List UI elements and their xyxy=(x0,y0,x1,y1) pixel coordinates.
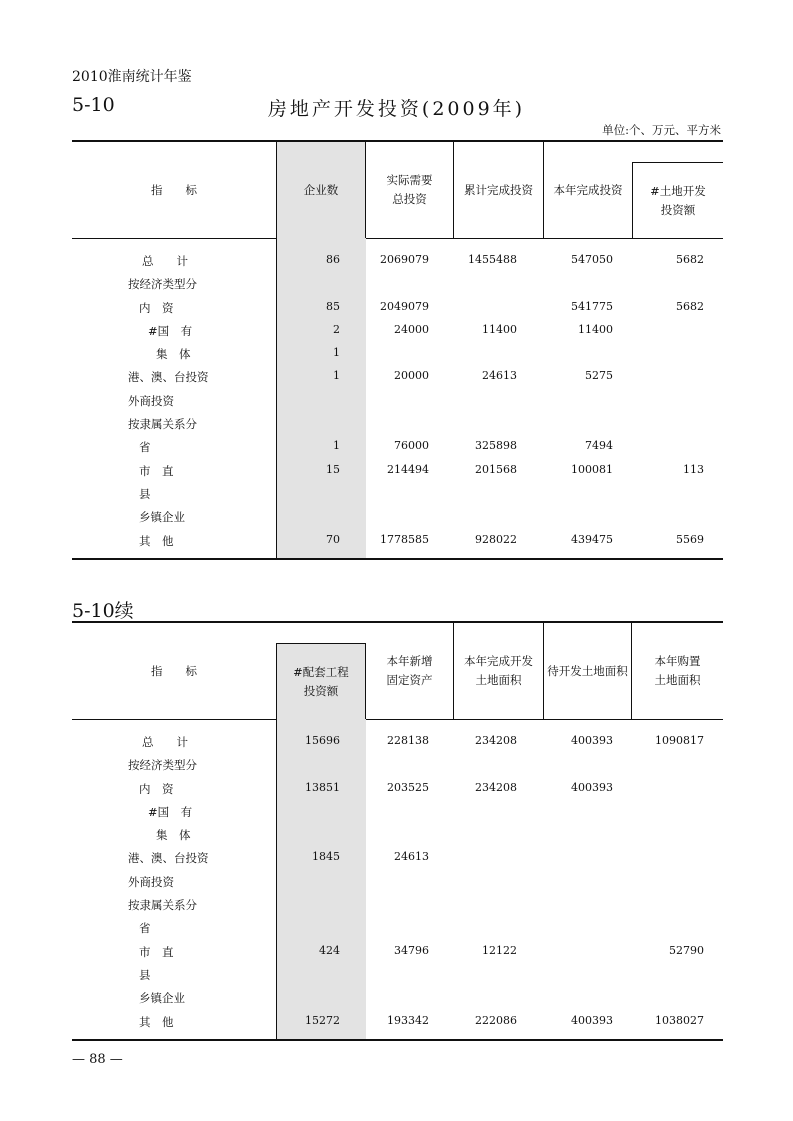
header-indicator: 指 标 xyxy=(151,663,197,678)
cell-value: 214494 xyxy=(387,462,429,476)
header-cumulative-investment: 累计完成投资 xyxy=(454,142,544,238)
table-row xyxy=(72,297,723,320)
table-row xyxy=(72,413,723,436)
row-label: 内 资 xyxy=(139,300,174,315)
row-label: 省 xyxy=(139,921,151,936)
table-row xyxy=(72,273,723,296)
row-label: 按经济类型分 xyxy=(128,277,197,292)
cell-value: 86 xyxy=(326,253,340,266)
cell-value: 52790 xyxy=(669,943,704,957)
table-header xyxy=(72,623,723,720)
cell-value: 400393 xyxy=(571,1013,613,1027)
header-supporting-works-investment: #配套工程 投资额 xyxy=(276,643,366,719)
cell-value: 1038027 xyxy=(655,1013,704,1027)
table-row xyxy=(72,871,723,894)
row-label: 其 他 xyxy=(139,533,174,548)
cell-value: 203525 xyxy=(387,780,429,794)
cell-value: 5275 xyxy=(585,369,613,383)
table-row xyxy=(72,731,723,754)
row-label: 港、澳、台投资 xyxy=(128,370,209,385)
cell-value: 1455488 xyxy=(468,253,517,266)
table-body xyxy=(72,250,723,553)
cell-value: 2 xyxy=(333,322,340,336)
cell-value: 1 xyxy=(333,346,340,360)
cell-value: 541775 xyxy=(571,299,613,313)
row-label: #国 有 xyxy=(148,804,193,819)
table-row xyxy=(72,343,723,366)
cell-value: 1 xyxy=(333,439,340,453)
cell-value: 13851 xyxy=(305,780,340,794)
cell-value: 24000 xyxy=(394,322,429,336)
table-row xyxy=(72,250,723,273)
cell-value: 24613 xyxy=(394,850,429,864)
cell-value: 15696 xyxy=(305,734,340,747)
cell-value: 201568 xyxy=(475,462,517,476)
header-indicator: 指 标 xyxy=(151,182,197,197)
row-label: 外商投资 xyxy=(128,393,174,408)
cell-value: 228138 xyxy=(387,734,429,747)
cell-value: 15272 xyxy=(305,1013,340,1027)
cell-value: 12122 xyxy=(482,943,517,957)
header-land-to-develop: 待开发土地面积 xyxy=(544,623,632,719)
header-annual-investment: 本年完成投资 xyxy=(553,182,623,197)
cell-value: 1778585 xyxy=(380,532,429,546)
table-row xyxy=(72,894,723,917)
row-label: 按经济类型分 xyxy=(128,758,197,773)
cell-value: 5569 xyxy=(676,532,704,546)
table-row xyxy=(72,964,723,987)
row-label: 内 资 xyxy=(139,781,174,796)
cell-value: 400393 xyxy=(571,734,613,747)
cell-value: 20000 xyxy=(394,369,429,383)
table-row xyxy=(72,530,723,553)
header-enterprise-count: 企业数 xyxy=(276,142,366,238)
header-new-fixed-assets: 本年新增 固定资产 xyxy=(366,623,454,719)
section-title: 房地产开发投资(2009年) xyxy=(267,98,526,120)
cell-value: 113 xyxy=(683,462,704,476)
row-label: 按隶属关系分 xyxy=(128,898,197,913)
cell-value: 5682 xyxy=(676,253,704,266)
row-label: 外商投资 xyxy=(128,874,174,889)
cell-value: 234208 xyxy=(475,734,517,747)
cell-value: 34796 xyxy=(394,943,429,957)
cell-value: 2069079 xyxy=(380,253,429,266)
row-label: 总 计 xyxy=(142,735,188,749)
row-label: 按隶属关系分 xyxy=(128,417,197,432)
cell-value: 85 xyxy=(326,299,340,313)
cell-value: 76000 xyxy=(394,439,429,453)
cell-value: 1845 xyxy=(312,850,340,864)
table-row xyxy=(72,460,723,483)
cell-value: 234208 xyxy=(475,780,517,794)
table-row xyxy=(72,483,723,506)
table-row xyxy=(72,390,723,413)
header-total-investment-needed: 实际需要 总投资 xyxy=(366,142,454,238)
row-label: 县 xyxy=(139,967,151,982)
table-row xyxy=(72,778,723,801)
cell-value: 928022 xyxy=(475,532,517,546)
cell-value: 547050 xyxy=(571,253,613,266)
row-label: 港、澳、台投资 xyxy=(128,851,209,866)
row-label: 乡镇企业 xyxy=(139,991,185,1006)
row-label: 市 直 xyxy=(139,944,174,959)
investment-table-continued xyxy=(72,621,723,1041)
table-row xyxy=(72,506,723,529)
page-number: — 88 — xyxy=(72,1052,123,1067)
cell-value: 11400 xyxy=(578,322,613,336)
cell-value: 11400 xyxy=(482,322,517,336)
cell-value: 24613 xyxy=(482,369,517,383)
table-row xyxy=(72,366,723,389)
row-label: 总 计 xyxy=(142,254,188,268)
table-row xyxy=(72,917,723,940)
table-row xyxy=(72,941,723,964)
cell-value: 1090817 xyxy=(655,734,704,747)
cell-value: 1 xyxy=(333,369,340,383)
table-body xyxy=(72,731,723,1034)
cell-value: 15 xyxy=(326,462,340,476)
row-label: #国 有 xyxy=(148,323,193,338)
table-header xyxy=(72,142,723,239)
table-row xyxy=(72,801,723,824)
cell-value: 222086 xyxy=(475,1013,517,1027)
cell-value: 7494 xyxy=(585,439,613,453)
table-row xyxy=(72,987,723,1010)
cell-value: 424 xyxy=(319,943,340,957)
row-label: 集 体 xyxy=(156,828,191,843)
table-row xyxy=(72,1011,723,1034)
header-land-development-investment: #土地开发 投资额 xyxy=(632,162,723,238)
investment-table xyxy=(72,140,723,560)
row-label: 集 体 xyxy=(156,347,191,362)
cell-value: 400393 xyxy=(571,780,613,794)
table-row xyxy=(72,754,723,777)
cell-value: 5682 xyxy=(676,299,704,313)
table-row xyxy=(72,320,723,343)
cell-value: 2049079 xyxy=(380,299,429,313)
header-purchased-land-area: 本年购置 土地面积 xyxy=(654,654,701,687)
row-label: 县 xyxy=(139,486,151,501)
book-header: 2010淮南统计年鉴 xyxy=(72,69,192,85)
table-row xyxy=(72,847,723,870)
row-label: 乡镇企业 xyxy=(139,510,185,525)
table-row xyxy=(72,436,723,459)
continued-title: 5-10续 xyxy=(72,600,134,622)
cell-value: 100081 xyxy=(571,462,613,476)
cell-value: 193342 xyxy=(387,1013,429,1027)
cell-value: 439475 xyxy=(571,532,613,546)
cell-value: 325898 xyxy=(475,439,517,453)
row-label: 其 他 xyxy=(139,1014,174,1029)
row-label: 市 直 xyxy=(139,463,174,478)
section-number: 5-10 xyxy=(72,94,115,116)
cell-value: 70 xyxy=(326,532,340,546)
row-label: 省 xyxy=(139,440,151,455)
unit-note: 单位:个、万元、平方米 xyxy=(602,123,721,137)
header-developed-land-area: 本年完成开发 土地面积 xyxy=(454,623,544,719)
table-row xyxy=(72,824,723,847)
